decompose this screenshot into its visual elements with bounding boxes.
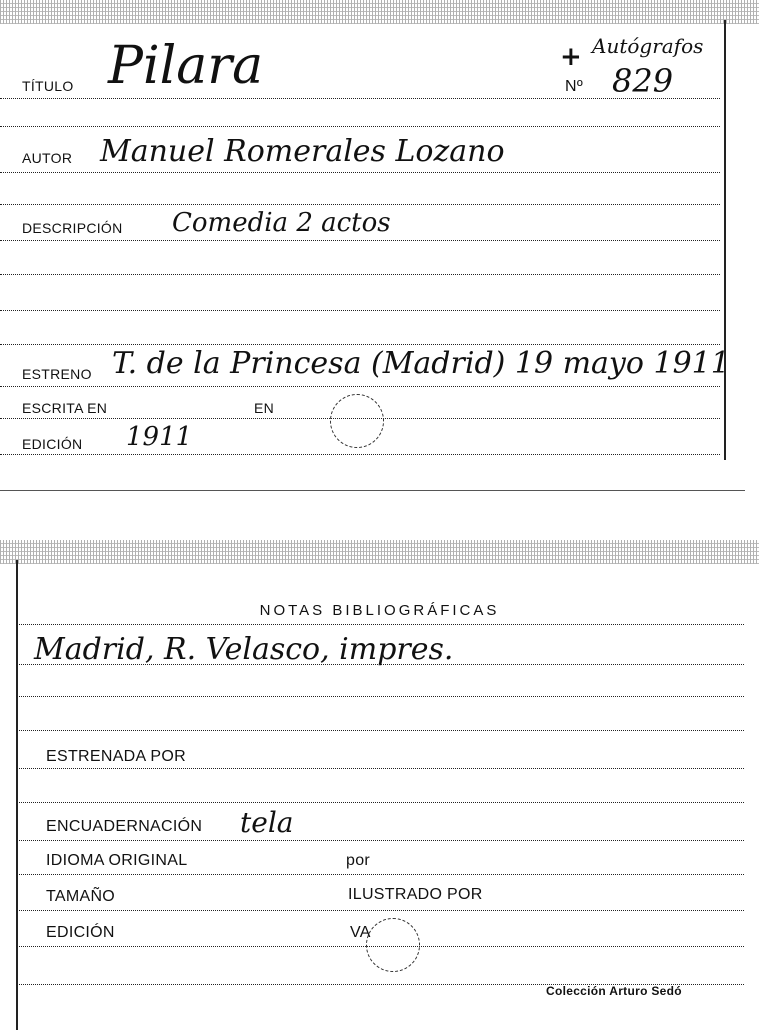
titulo-label: TÍTULO (22, 78, 74, 94)
ruled-line (0, 172, 720, 173)
catalog-card-front (0, 0, 759, 492)
ruled-line (0, 386, 720, 387)
card-edge (16, 560, 18, 1030)
ruled-line (0, 204, 720, 205)
notas-bibliograficas-heading: NOTAS BIBLIOGRÁFICAS (259, 602, 500, 619)
estrenada-por-label: ESTRENADA POR (46, 748, 186, 765)
encuadernacion-label: ENCUADERNACIÓN (46, 818, 203, 835)
stamp-circle (330, 394, 384, 448)
card-bottom-edge (0, 490, 745, 491)
descripcion-label: DESCRIPCIÓN (22, 220, 123, 236)
tamano-label: TAMAÑO (46, 888, 116, 905)
ruled-line (0, 240, 720, 241)
ruled-line (0, 274, 720, 275)
autor-value: Manuel Romerales Lozano (100, 134, 505, 169)
va-label: VA (350, 924, 371, 941)
corner-annotation: Autógrafos (592, 34, 704, 58)
ruled-line (16, 840, 744, 841)
ruled-line (16, 664, 744, 665)
collection-credit: Colección Arturo Sedó (546, 984, 682, 998)
corner-cross: + (560, 42, 582, 72)
en-label: EN (254, 400, 275, 416)
ruled-line (16, 946, 744, 947)
scan-edge-noise (0, 0, 759, 24)
scan-edge-noise (0, 540, 759, 564)
ruled-line (0, 454, 720, 455)
autor-label: AUTOR (22, 150, 73, 166)
ilustrado-por-label: ILUSTRADO POR (348, 886, 483, 903)
ruled-line (16, 730, 744, 731)
por-label: por (346, 852, 371, 869)
edicion-label: EDICIÓN (22, 436, 83, 452)
stamp-circle (366, 918, 420, 972)
notes-value: Madrid, R. Velasco, impres. (34, 632, 454, 667)
estreno-value: T. de la Princesa (Madrid) 19 mayo 1911 (112, 346, 730, 381)
number-value: 829 (612, 62, 674, 100)
titulo-value: Pilara (108, 36, 264, 96)
estreno-label: ESTRENO (22, 366, 92, 382)
escrita-en-label: ESCRITA EN (22, 400, 108, 416)
ruled-line (16, 874, 744, 875)
ruled-line (16, 624, 744, 625)
catalog-card-back (0, 540, 759, 1028)
descripcion-value: Comedia 2 actos (172, 208, 391, 238)
ruled-line (0, 126, 720, 127)
ruled-line (16, 802, 744, 803)
number-label: Nº (565, 78, 583, 95)
ruled-line (0, 98, 720, 99)
ruled-line (0, 344, 720, 345)
edicion-value: 1911 (126, 422, 193, 452)
ruled-line (16, 696, 744, 697)
edicion-label: EDICIÓN (46, 924, 115, 941)
ruled-line (0, 310, 720, 311)
idioma-original-label: IDIOMA ORIGINAL (46, 852, 188, 869)
ruled-line (16, 768, 744, 769)
encuadernacion-value: tela (240, 806, 294, 839)
card-edge (724, 20, 726, 460)
ruled-line (16, 910, 744, 911)
